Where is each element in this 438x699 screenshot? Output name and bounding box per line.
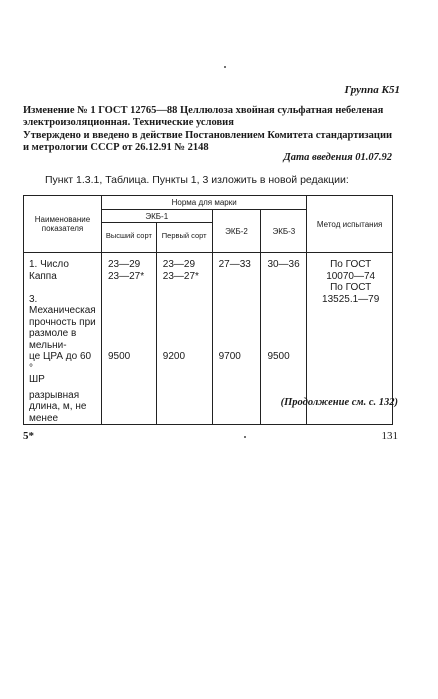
page-number: 131 (381, 430, 398, 442)
column-header-ekb1: ЭКБ-1 (101, 210, 212, 223)
column-header-method: Метод испытания (307, 196, 393, 253)
amendment-title: Изменение № 1 ГОСТ 12765—88 Целлюлоза хвойная сульфатная небеленая электроизоляционная. Технические условия (23, 105, 384, 128)
first-grade-values: 23—29 23—27* 9200 (156, 253, 212, 425)
ekb3-values: 30—36 9500 (261, 253, 307, 425)
row-indicator-names: 1. Число Каппа 3. Механическая прочность при размоле в мельни- це ЦРА до 60 ° ШР разрывная длина, м, не менее (24, 253, 102, 425)
column-header-ekb2: ЭКБ-2 (212, 210, 261, 253)
highest-grade-values: 23—29 23—27* 9500 (101, 253, 156, 425)
column-header-norm: Норма для марки (101, 196, 306, 210)
signature-mark: 5* (23, 430, 34, 442)
approval-statement: Утверждено и введено в действие Постановлением Комитета стандартизации и метрологии СССР от 26.12.91 № 2148 (23, 130, 393, 153)
group-label: Группа К51 (344, 84, 400, 96)
instruction-text: Пункт 1.3.1, Таблица. Пункты 1, 3 изложить в новой редакции: (45, 174, 349, 186)
column-header-ekb3: ЭКБ-3 (261, 210, 307, 253)
effective-date: Дата введения 01.07.92 (283, 152, 392, 163)
method-values: По ГОСТ 10070—74 По ГОСТ 13525.1—79 (307, 253, 393, 425)
print-speck (244, 436, 246, 438)
continuation-note: (Продолжение см. с. 132) (280, 397, 398, 408)
norms-table (23, 195, 393, 425)
column-header-name: Наименование показателя (24, 196, 102, 253)
print-speck (224, 66, 226, 68)
ekb2-values: 27—33 9700 (212, 253, 261, 425)
column-header-highest-grade: Высший сорт (101, 223, 156, 253)
column-header-first-grade: Первый сорт (156, 223, 212, 253)
row1-name: 1. Число Каппа (29, 259, 69, 282)
